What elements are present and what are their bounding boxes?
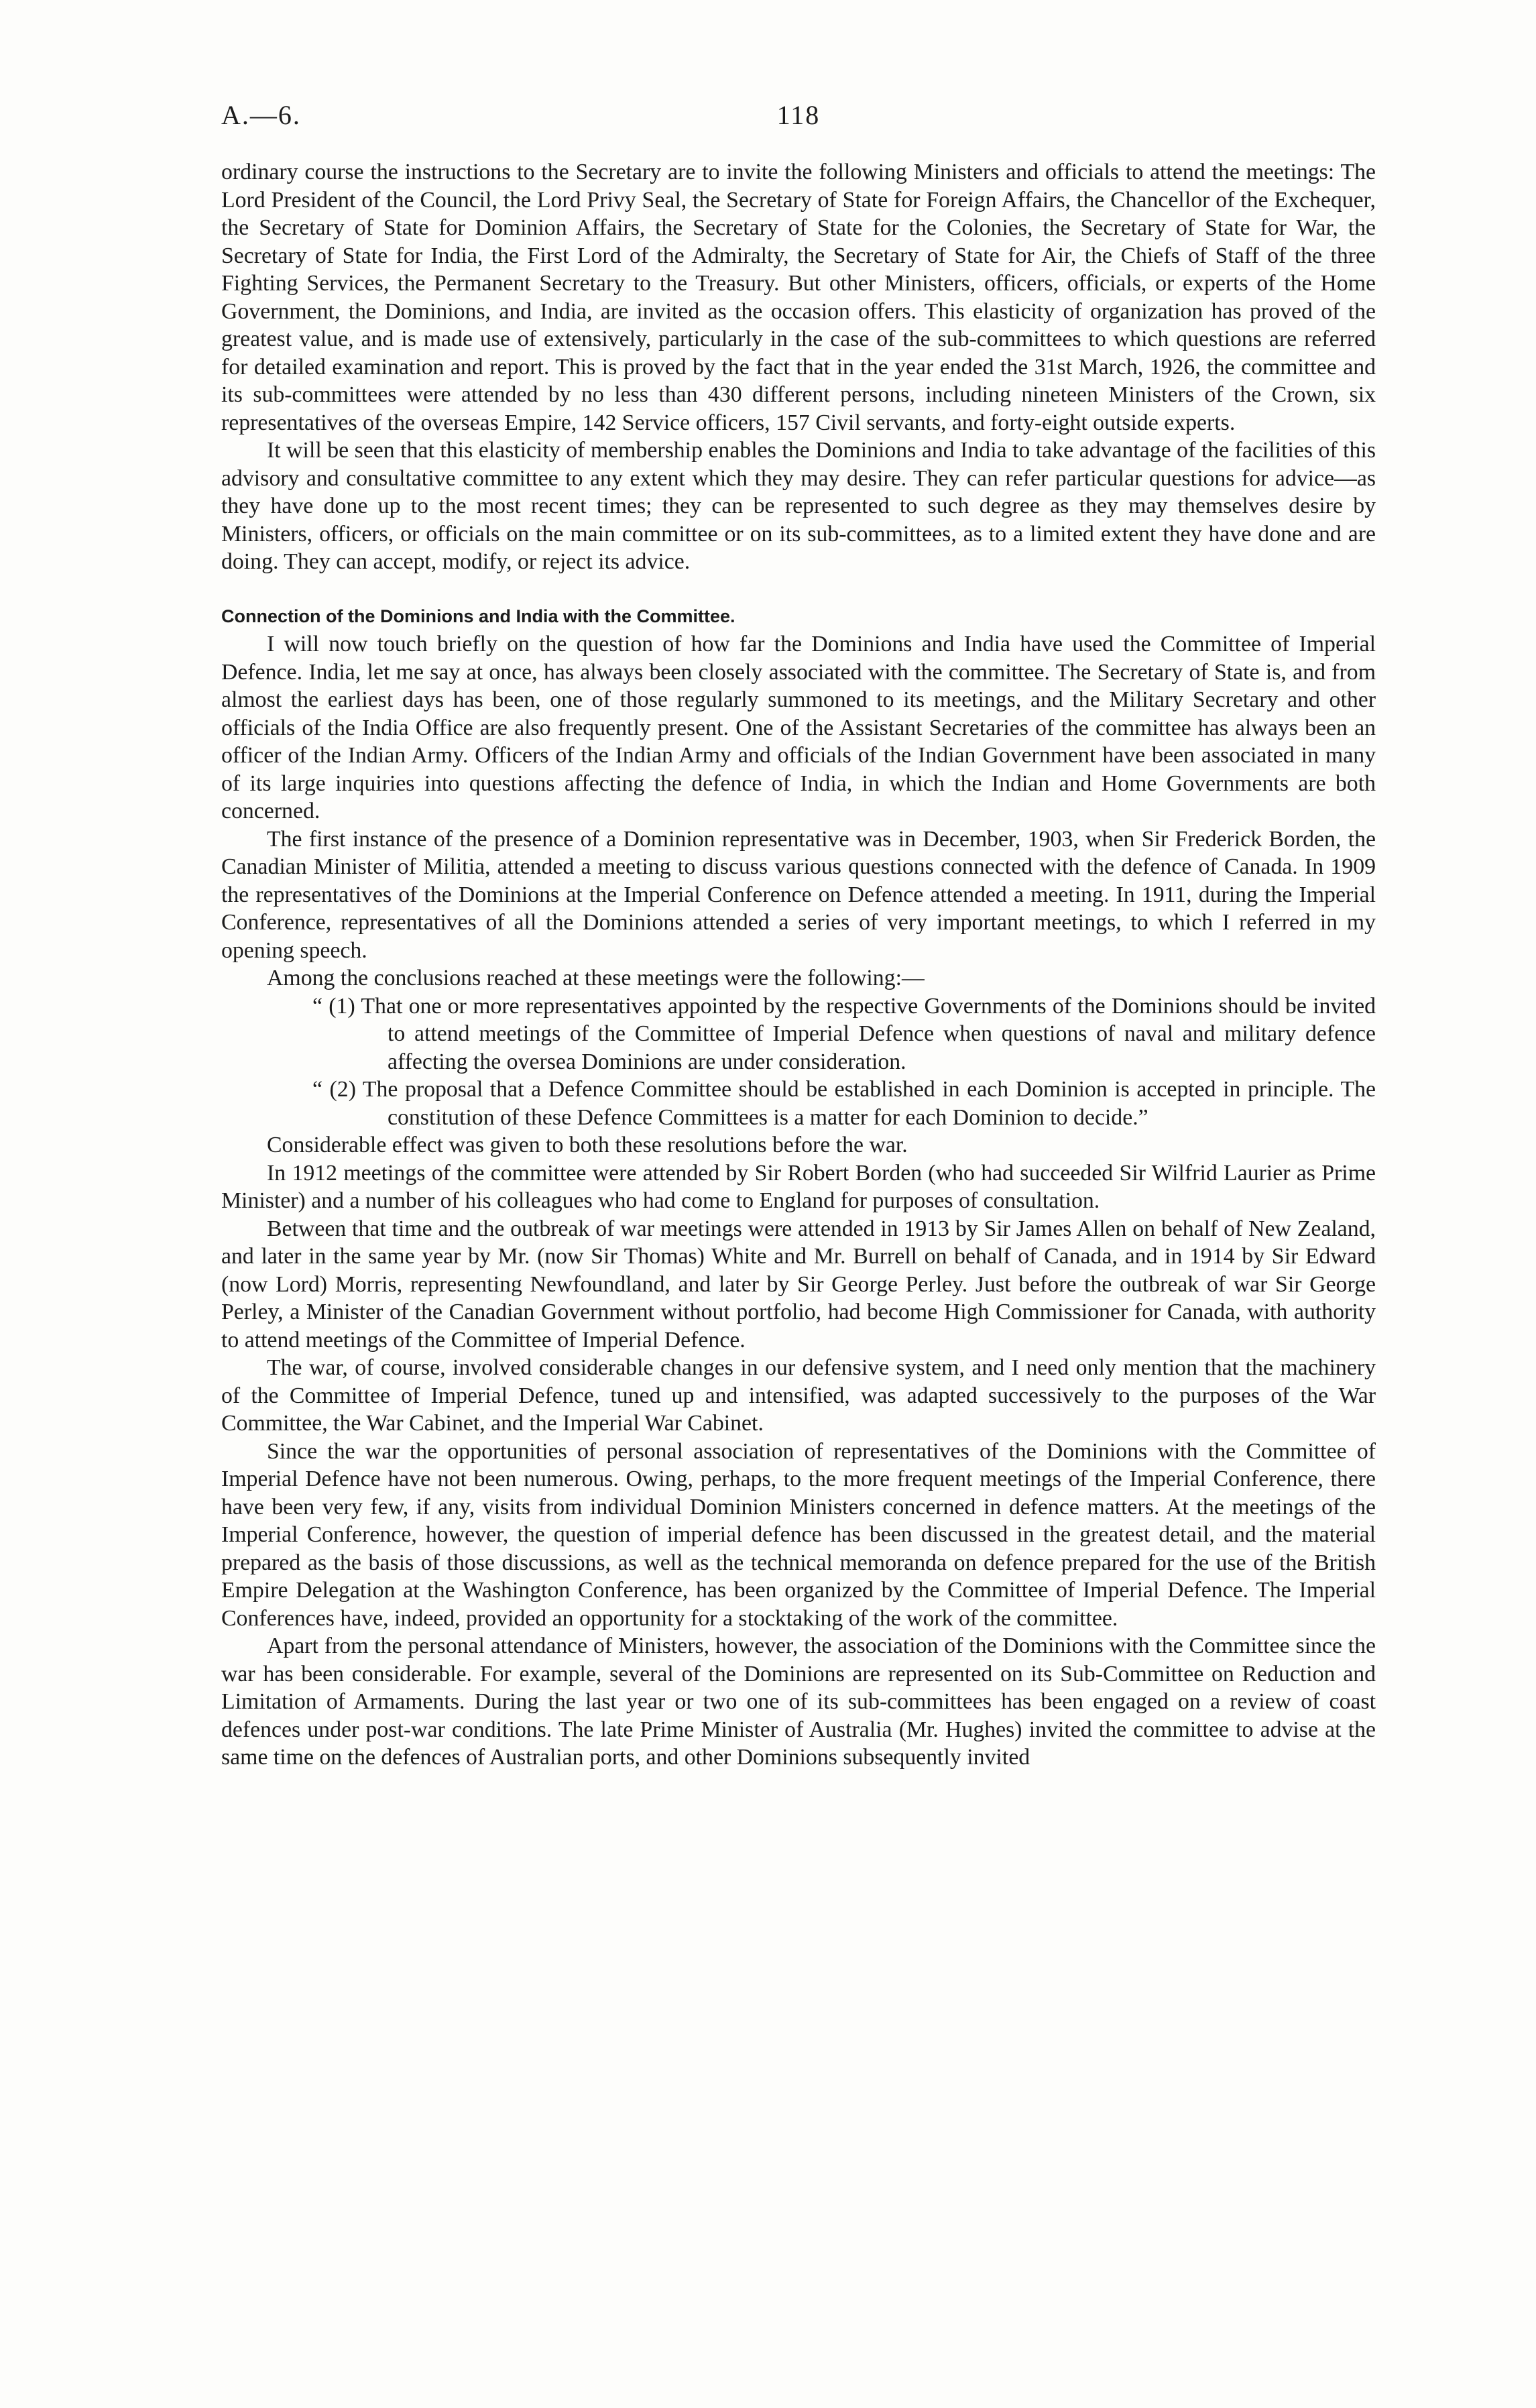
section-heading: Connection of the Dominions and India with the Committee. <box>221 606 735 626</box>
paragraph: The war, of course, involved considerable changes in our defensive system, and I need only mention that the machinery of the Committee of Imperial Defence, tuned up and intensified, was adapted successively to the purposes of the War Committee, the War Cabinet, and the Imperial War Cabinet. <box>221 1355 1376 1436</box>
paragraph: ordinary course the instructions to the Secretary are to invite the following Ministers and officials to attend the meetings: The Lord President of the Council, the Lord Privy Seal, the Secretary of State for Foreign Affairs, the Chancellor of the Exchequer, the Secretary of State for Dominion Affairs, the Secretary of State for the Colonies, the Secretary of State for War, the Secretary of State for India, the First Lord of the Admiralty, the Secretary of State for Air, the Chiefs of Staff of the three Fighting Services, the Permanent Secretary to the Treasury. But other Ministers, officers, officials, or experts of the Home Government, the Dominions, and India, are invited as the occasion offers. This elasticity of organization has proved of the greatest value, and is made use of extensively, particularly in the case of the sub-committees to which questions are referred for detailed examination and report. This is proved by the fact that in the year ended the 31st March, 1926, the committee and its sub-committees were attended by no less than 430 different persons, including nineteen Ministers of the Crown, six representatives of the overseas Empire, 142 Service officers, 157 Civil servants, and forty-eight outside experts. <box>221 160 1376 435</box>
paragraph: Since the war the opportunities of personal association of representatives of the Dominions with the Committee of Imperial Defence have not been numerous. Owing, perhaps, to the more frequent meetings of the Imperial Conference, there have been very few, if any, visits from individual Dominion Ministers concerned in defence matters. At the meetings of the Imperial Conference, however, the question of imperial defence has been discussed in the greatest detail, and the material prepared as the basis of those discussions, as well as the technical memoranda on defence prepared for the use of the British Empire Delegation at the Washington Conference, has been organized by the Committee of Imperial Defence. The Imperial Conferences have, indeed, provided an opportunity for a stocktaking of the work of the committee. <box>221 1438 1376 1631</box>
paragraph: Between that time and the outbreak of war meetings were attended in 1913 by Sir James Allen on behalf of New Zealand, and later in the same year by Mr. (now Sir Thomas) White and Mr. Burrell on behalf of Canada, and in 1914 by Sir Edward (now Lord) Morris, representing Newfoundland, and later by Sir George Perley. Just before the outbreak of war Sir George Perley, a Minister of the Canadian Government without portfolio, had become High Commissioner for Canada, with authority to attend meetings of the Committee of Imperial Defence. <box>221 1216 1376 1353</box>
paragraph: Apart from the personal attendance of Ministers, however, the association of the Dominions with the Committee since the war has been considerable. For example, several of the Dominions are represented on its Sub-Committee on Reduction and Limitation of Armaments. During the last year or two one of its sub-committees has been engaged on a review of coast defences under post-war conditions. The late Prime Minister of Australia (Mr. Hughes) invited the committee to advise at the same time on the defences of Australian ports, and other Dominions subsequently invited <box>221 1633 1376 1770</box>
page-number: 118 <box>776 100 821 130</box>
paragraph: Among the conclusions reached at these meetings were the following:— <box>267 966 925 990</box>
quoted-resolution: “ (1) That one or more representatives appointed by the respective Governments of the Dominions should be invited to attend meetings of the Committee of Imperial Defence when questions of naval and military defence affecting the oversea Dominions are under consideration. <box>312 993 1376 1074</box>
quoted-resolution: “ (2) The proposal that a Defence Committee should be established in each Dominion is accepted in principle. The constitution of these Defence Committees is a matter for each Dominion to decide.” <box>312 1077 1376 1130</box>
paragraph: It will be seen that this elasticity of membership enables the Dominions and India to take advantage of the facilities of this advisory and consultative committee to any extent which they may desire. They can refer particular questions for advice—as they have done up to the most recent times; they can be represented to such degree as they may themselves desire by Ministers, officers, or officials on the main committee or on its sub-committees, as to a limited extent they have done and are doing. They can accept, modify, or reject its advice. <box>221 438 1376 574</box>
document-reference: A.—6. <box>221 100 301 130</box>
paragraph: In 1912 meetings of the committee were attended by Sir Robert Borden (who had succeeded Sir Wilfrid Laurier as Prime Minister) and a number of his colleagues who had come to England for purposes of consultation. <box>221 1160 1376 1213</box>
paragraph: The first instance of the presence of a Dominion representative was in December, 1903, when Sir Frederick Borden, the Canadian Minister of Militia, attended a meeting to discuss various questions connected with the defence of Canada. In 1909 the representatives of the Dominions at the Imperial Conference on Defence attended a meeting. In 1911, during the Imperial Conference, representatives of all the Dominions attended a series of very important meetings, to which I referred in my opening speech. <box>221 826 1376 963</box>
page-header <box>221 99 1376 139</box>
paragraph: Considerable effect was given to both these resolutions before the war. <box>267 1133 908 1157</box>
body-text <box>221 158 1376 1772</box>
paragraph: I will now touch briefly on the question of how far the Dominions and India have used the Committee of Imperial Defence. India, let me say at once, has always been closely associated with the committee. The Secretary of State is, and from almost the earliest days has been, one of those regularly summoned to its meetings, and the Military Secretary and other officials of the India Office are also frequently present. One of the Assistant Secretaries of the committee has always been an officer of the Indian Army. Officers of the Indian Army and officials of the Indian Government have been associated in many of its large inquiries into questions affecting the defence of India, in which the Indian and Home Governments are both concerned. <box>221 632 1376 823</box>
